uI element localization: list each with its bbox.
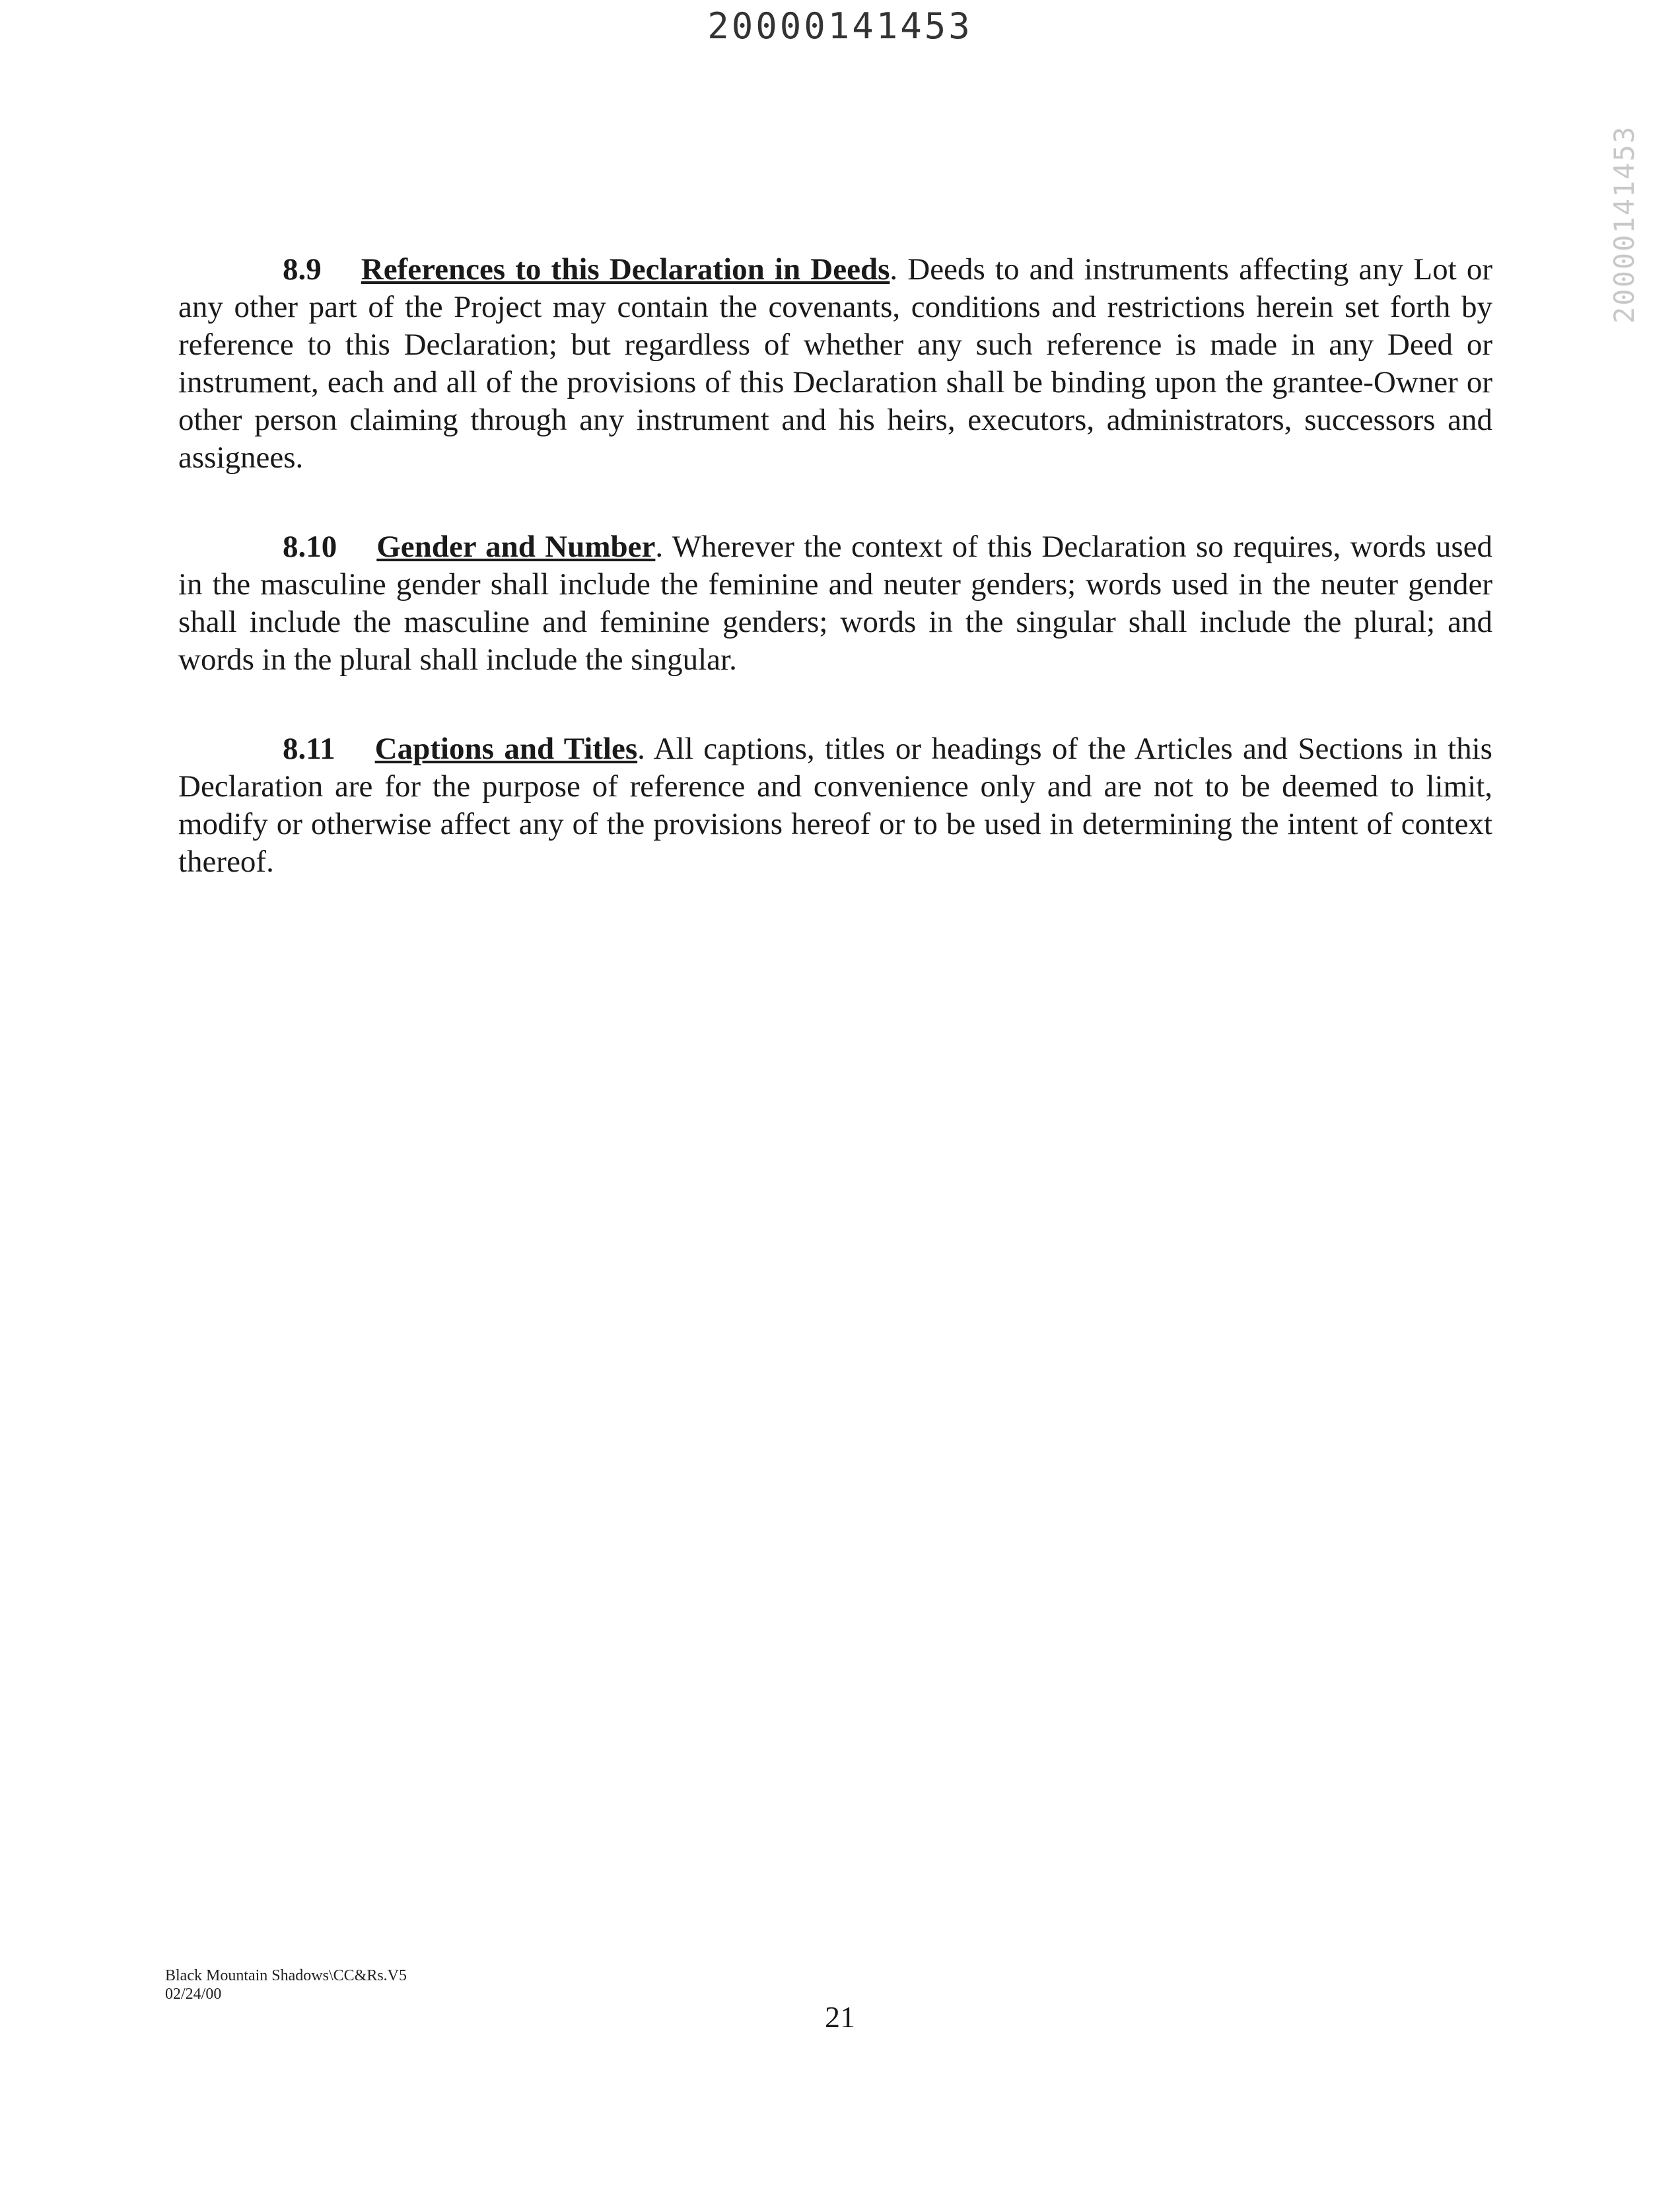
footer-file-ref: Black Mountain Shadows\CC&Rs.V5	[165, 1967, 407, 1984]
section-8-9: 8.9 References to this Declaration in Deeds. Deeds to and instruments affecting any Lot or any other part of the Project may contain the covenants, conditions and restrictions herein set forth by reference to this Declaration; but regardless of whether any such reference is made in any Deed or instrument, each and all of the provisions of this Declaration shall be binding upon the grantee-Owner or other person claiming through any instrument and his heirs, executors, administrators, successors and assignees.	[178, 252, 1492, 475]
document-body	[178, 251, 1492, 932]
section-number: 8.10	[283, 530, 337, 564]
document-number: 20000141453	[707, 5, 973, 47]
section-number: 8.11	[283, 732, 335, 766]
section-text: Wherever the context of this Declaration so requires, words used in the masculine gender shall include the feminine and neuter genders; words used in the neuter gender shall include the masculine and feminine genders; words in the singular shall include the plural; and words in the plural shall include the singular.	[178, 530, 1492, 677]
footer-reference	[165, 1966, 407, 2003]
section-text: Deeds to and instruments affecting any Lot or any other part of the Project may contain the covenants, conditions and restrictions herein set forth by reference to this Declaration; but regardless of whether any such reference is made in any Deed or instrument, each and all of the provisions of this Declaration shall be binding upon the grantee-Owner or other person claiming through any instrument and his heirs, executors, administrators, successors and assignees.	[178, 252, 1492, 475]
section-8-10: 8.10 Gender and Number. Wherever the context of this Declaration so requires, words used in the masculine gender shall include the feminine and neuter genders; words used in the neuter gender shall include the masculine and feminine genders; words in the singular shall include the plural; and words in the plural shall include the singular.	[178, 530, 1492, 677]
section-number: 8.9	[283, 252, 322, 287]
page-number: 21	[825, 2000, 855, 2034]
section-title: References to this Declaration in Deeds	[361, 252, 890, 287]
footer-date: 02/24/00	[165, 1986, 222, 2003]
section-text: All captions, titles or headings of the Articles and Sections in this Declaration are for the purpose of reference and convenience only and are not to be deemed to limit, modify or otherwise affect any of the provisions hereof or to be used in determining the intent of context thereof.	[178, 732, 1492, 879]
side-stamp: 20000141453	[1608, 125, 1640, 324]
section-title: Captions and Titles	[374, 732, 638, 766]
section-title: Gender and Number	[376, 530, 656, 564]
section-8-11: 8.11 Captions and Titles. All captions, titles or headings of the Articles and Sections in this Declaration are for the purpose of reference and convenience only and are not to be deemed to limit, modify or otherwise affect any of the provisions hereof or to be used in determining the intent of context thereof.	[178, 732, 1492, 879]
